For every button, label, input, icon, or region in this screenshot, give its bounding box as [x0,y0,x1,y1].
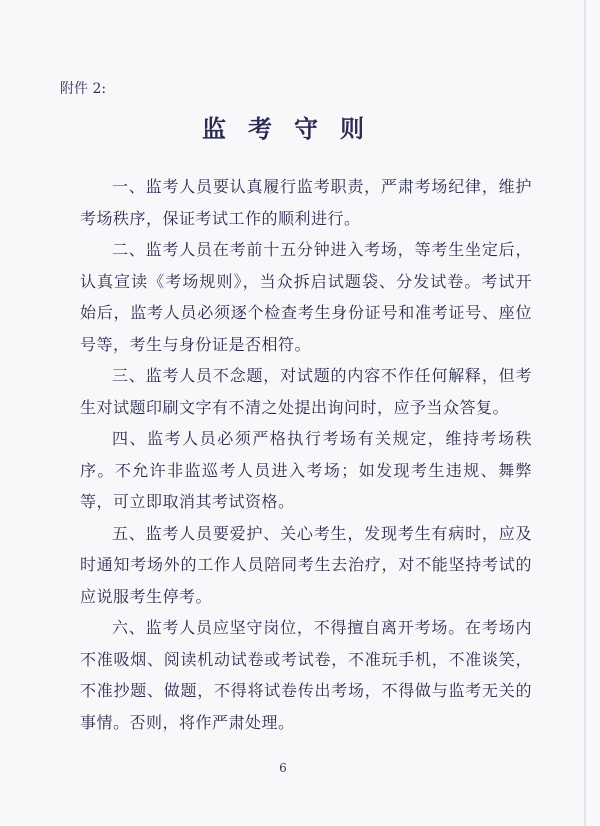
rule-paragraph-3: 三、监考人员不念题，对试题的内容不作任何解释，但考生对试题印刷文字有不清之处提出询问时，应予当众答复。 [80,366,532,417]
rule-paragraph-4: 四、监考人员必须严格执行考场有关规定，维持考场秩序。不允许非监巡考人员进入考场；如发现考生违规、舞弊等，可立即取消其考试资格。 [80,429,532,511]
rule-paragraph-1: 一、监考人员要认真履行监考职责，严肃考场纪律，维护考场秩序，保证考试工作的顺利进行。 [80,177,532,228]
rule-paragraph-5: 五、监考人员要爱护、关心考生，发现考生有病时，应及时通知考场外的工作人员陪同考生去治疗，对不能坚持考试的应说服考生停考。 [80,523,532,606]
attachment-label: 附件 2: [60,81,107,97]
rule-paragraph-2: 二、监考人员在考前十五分钟进入考场，等考生坐定后，认真宣读《考场规则》，当众拆启试题袋、分发试卷。考试开始后，监考人员必须逐个检查考生身份证号和准考证号、座位号等，考生与身份证是否相符。 [80,240,532,354]
document-body [80,171,532,738]
page-number: 6 [279,761,287,775]
document-title: 监考守则 [202,114,386,143]
rule-paragraph-6: 六、监考人员应坚守岗位，不得擅自离开考场。在考场内不准吸烟、阅读机动试卷或考试卷，不准玩手机，不准谈笑，不准抄题、做题，不得将试卷传出考场，不得做与监考无关的事情。否则，将作严肃处理。 [80,618,532,732]
page-edge-line [584,0,586,826]
